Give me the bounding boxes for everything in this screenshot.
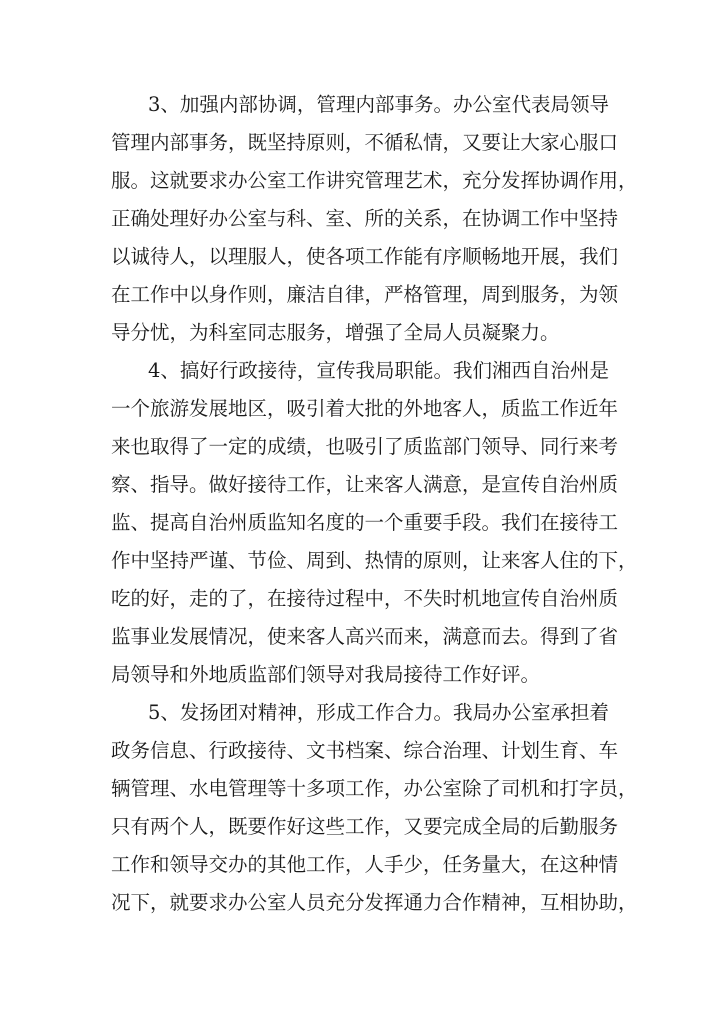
paragraph-3-line-1: 5、发扬团对精神，形成工作合力。我局办公室承担着	[148, 701, 609, 724]
paragraph-1-line-1: 3、加强内部协调，管理内部事务。办公室代表局领导	[148, 93, 609, 116]
paragraph-2-line-1: 4、搞好行政接待，宣传我局职能。我们湘西自治州是	[148, 359, 609, 382]
paragraph-2-line-9: 局领导和外地质监部们领导对我局接待工作好评。	[111, 663, 541, 686]
paragraph-3-line-4: 只有两个人，既要作好这些工作，又要完成全局的后勤服务	[111, 815, 619, 838]
paragraph-2-line-3: 来也取得了一定的成绩，也吸引了质监部门领导、同行来考	[111, 435, 619, 458]
paragraph-2-line-6: 作中坚持严谨、节俭、周到、热情的原则，让来客人住的下，	[111, 549, 638, 572]
paragraph-1-line-5: 以诚待人，以理服人，使各项工作能有序顺畅地开展，我们	[111, 245, 619, 268]
paragraph-3-line-3: 辆管理、水电管理等十多项工作，办公室除了司机和打字员，	[111, 777, 638, 800]
paragraph-1-line-3: 服。这就要求办公室工作讲究管理艺术，充分发挥协调作用，	[111, 169, 638, 192]
paragraph-3-line-2: 政务信息、行政接待、文书档案、综合治理、计划生育、车	[111, 739, 619, 762]
paragraph-2-line-2: 一个旅游发展地区，吸引着大批的外地客人，质监工作近年	[111, 397, 619, 420]
paragraph-1-line-6: 在工作中以身作则，廉洁自律，严格管理，周到服务，为领	[111, 283, 619, 306]
paragraph-3-line-5: 工作和领导交办的其他工作，人手少，任务量大，在这种情	[111, 853, 619, 876]
paragraph-1-line-4: 正确处理好办公室与科、室、所的关系，在协调工作中坚持	[111, 207, 619, 230]
paragraph-2-line-8: 监事业发展情况，使来客人高兴而来，满意而去。得到了省	[111, 625, 619, 648]
paragraph-2-line-7: 吃的好，走的了，在接待过程中，不失时机地宣传自治州质	[111, 587, 619, 610]
paragraph-1-line-7: 导分忧，为科室同志服务，增强了全局人员凝聚力。	[111, 321, 560, 344]
paragraph-3-line-6: 况下，就要求办公室人员充分发挥通力合作精神，互相协助，	[111, 891, 638, 914]
paragraph-2-line-5: 监、提高自治州质监知名度的一个重要手段。我们在接待工	[111, 511, 619, 534]
paragraph-2-line-4: 察、指导。做好接待工作，让来客人满意，是宣传自治州质	[111, 473, 619, 496]
paragraph-1-line-2: 管理内部事务，既坚持原则，不循私情，又要让大家心服口	[111, 131, 619, 154]
